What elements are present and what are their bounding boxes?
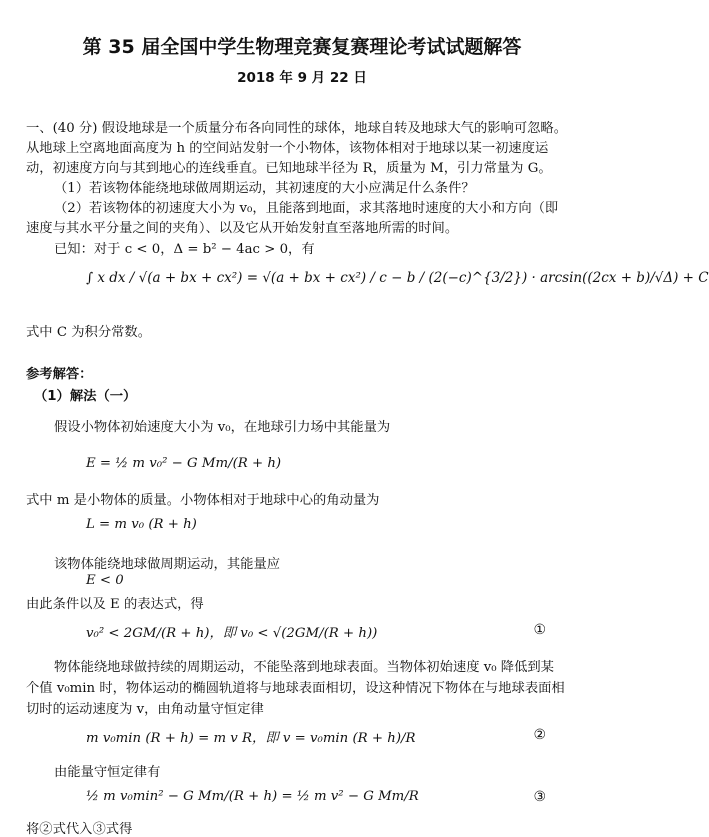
solution-para-1: 假设小物体初始速度大小为 v₀，在地球引力场中其能量为 bbox=[54, 420, 391, 435]
equation-1-number: ① bbox=[533, 622, 546, 638]
integral-formula: ∫ x dx / √(a + bx + cx²) = √(a + bx + cx²) / c − b / (2(−c)^{3/2}) · arcsin((2cx + b)/√Δ) + C bbox=[86, 270, 709, 286]
problem-line-3: 动，初速度方向与其到地心的连线垂直。已知地球半径为 R，质量为 M，引力常量为 G。 bbox=[26, 161, 552, 176]
solution-para-6: 由能量守恒定律有 bbox=[54, 765, 161, 780]
problem-line-2: 从地球上空离地面高度为 h 的空间站发射一个小物体，该物体相对于地球以某一初速度运 bbox=[26, 141, 549, 156]
exam-date: 2018 年 9 月 22 日 bbox=[237, 70, 367, 86]
solution-para-7: 将②式代入③式得 bbox=[26, 822, 133, 837]
problem-line-1: 一、(40 分) 假设地球是一个质量分布各向同性的球体，地球自转及地球大气的影响可忽略。 bbox=[26, 121, 568, 136]
solution-method: （1）解法（一） bbox=[34, 389, 137, 404]
constant-note: 式中 C 为积分常数。 bbox=[26, 325, 152, 340]
known-condition: 已知：对于 c < 0，Δ = b² − 4ac > 0，有 bbox=[54, 242, 315, 257]
solution-para-5-line-1: 物体能绕地球做持续的周期运动，不能坠落到地球表面。当物体初始速度 v₀ 降低到某 bbox=[54, 660, 554, 675]
solution-para-3: 该物体能绕地球做周期运动，其能量应 bbox=[54, 557, 281, 572]
solution-heading: 参考解答： bbox=[26, 367, 93, 382]
question-2-line-2: 速度与其水平分量之间的夹角）、以及它从开始发射直至落地所需的时间。 bbox=[26, 221, 459, 236]
equation-2-number: ② bbox=[533, 727, 546, 743]
equation-3-number: ③ bbox=[533, 789, 546, 805]
equation-3: ½ m v₀min² − G Mm/(R + h) = ½ m v² − G Mm/R bbox=[86, 789, 419, 804]
equation-energy: E = ½ m v₀² − G Mm/(R + h) bbox=[86, 456, 282, 471]
equation-2: m v₀min (R + h) = m v R，即 v = v₀min (R + h)/R bbox=[86, 731, 416, 746]
solution-para-5-line-2: 个值 v₀min 时，物体运动的椭圆轨道将与地球表面相切，设这种情况下物体在与地球表面相 bbox=[26, 681, 565, 696]
equation-energy-condition: E < 0 bbox=[86, 573, 124, 588]
equation-angular-momentum: L = m v₀ (R + h) bbox=[86, 517, 197, 532]
page-title: 第 35 届全国中学生物理竞赛复赛理论考试试题解答 bbox=[82, 36, 522, 58]
solution-para-2: 式中 m 是小物体的质量。小物体相对于地球中心的角动量为 bbox=[26, 493, 380, 508]
question-1: （1）若该物体能绕地球做周期运动，其初速度的大小应满足什么条件？ bbox=[54, 181, 475, 196]
solution-para-5-line-3: 切时的运动速度为 v，由角动量守恒定律 bbox=[26, 702, 264, 717]
question-2-line-1: （2）若该物体的初速度大小为 v₀，且能落到地面，求其落地时速度的大小和方向（即 bbox=[54, 201, 559, 216]
solution-para-4: 由此条件以及 E 的表达式，得 bbox=[26, 597, 204, 612]
equation-1: v₀² < 2GM/(R + h)，即 v₀ < √(2GM/(R + h)) bbox=[86, 626, 378, 641]
